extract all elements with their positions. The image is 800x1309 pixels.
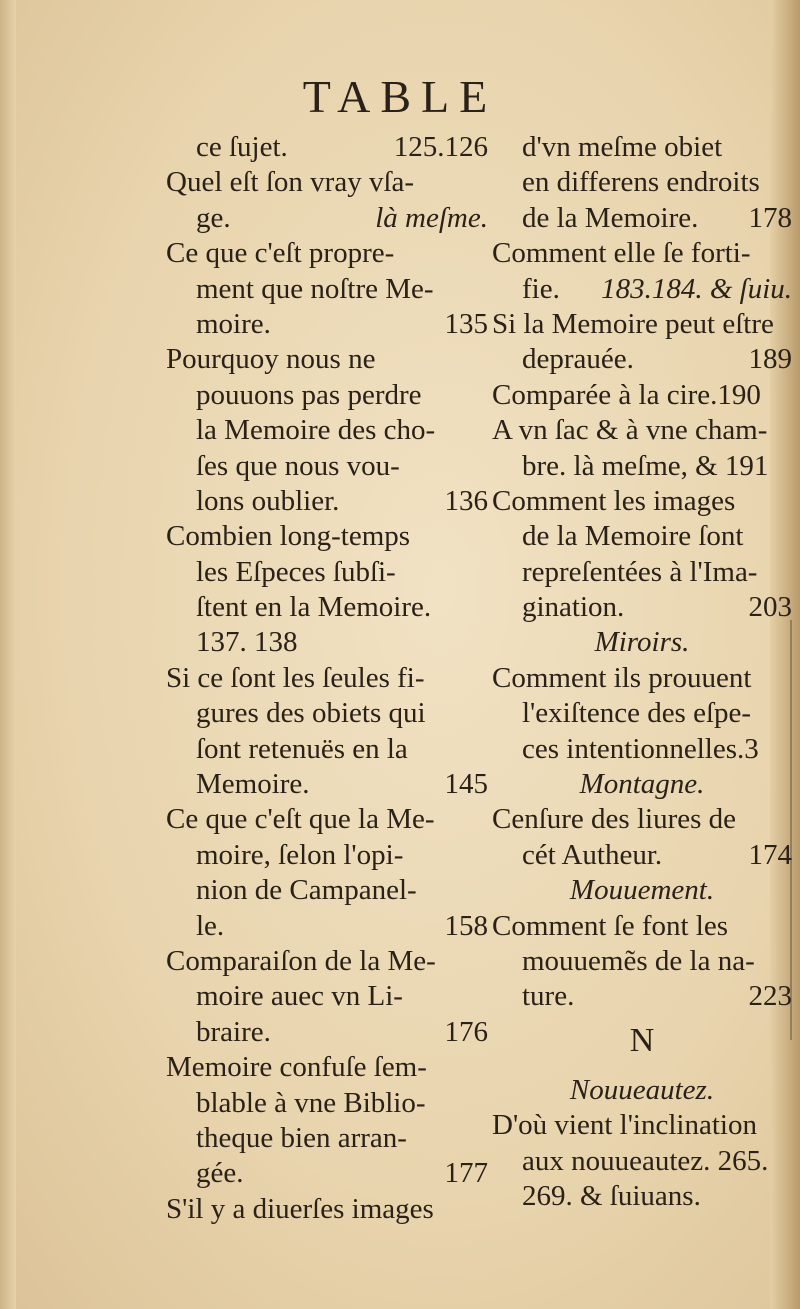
index-entry-text: bre. là meſme, & 191 [522, 449, 769, 482]
index-entry-line [492, 732, 792, 767]
index-entry-line [492, 802, 792, 837]
index-entry-line [166, 1121, 488, 1156]
index-entry-text: 137. 138 [196, 626, 298, 659]
index-page-number: là meſme. [375, 201, 488, 234]
index-entry-text: Memoire confuſe ſem- [166, 1051, 427, 1084]
index-entry-line [166, 1050, 488, 1085]
index-entry-text: Comparée à la cire.190 [492, 378, 761, 411]
index-entry-line [492, 378, 792, 413]
index-entry-line [166, 1086, 488, 1121]
index-page-number: 158 [444, 909, 488, 942]
index-entry-line [166, 661, 488, 696]
index-entry-line [492, 909, 792, 944]
index-entry-line [166, 944, 488, 979]
index-entry-line [492, 413, 792, 448]
index-entry-line [166, 272, 488, 307]
index-entry-text: nion de Campanel- [196, 874, 417, 907]
index-entry-line [166, 696, 488, 731]
index-entry-text: ſont retenuës en la [196, 732, 408, 765]
index-entry-text: A vn ſac & à vne cham- [492, 414, 768, 447]
index-entry-line [492, 449, 792, 484]
index-entry-text: blable à vne Biblio- [196, 1086, 426, 1119]
index-page-number: 183.184. & ſuiu. [601, 272, 792, 305]
index-entry-text: ture. [522, 980, 575, 1013]
index-letter-heading: N [629, 1021, 655, 1059]
index-entry-line [166, 590, 488, 625]
index-entry-text: gures des obiets qui [196, 697, 426, 730]
index-entry-text: 269. & ſuiuans. [522, 1179, 701, 1212]
index-entry-line [492, 590, 792, 625]
index-entry-text: Ce que c'eſt propre- [166, 237, 395, 270]
index-entry-line [166, 1192, 488, 1227]
index-entry-text: Cenſure des liures de [492, 803, 737, 836]
index-entry-text: la Memoire des cho- [196, 414, 436, 447]
index-page-number: 223 [748, 980, 792, 1013]
index-entry-text: fie. [522, 272, 560, 305]
index-entry-text: de la Memoire ſont [522, 520, 744, 553]
index-entry-line [166, 236, 488, 271]
index-entry-text: Ce que c'eſt que la Me- [166, 803, 435, 836]
index-entry-line [492, 519, 792, 554]
index-entry-line [166, 979, 488, 1014]
index-entry-text: Combien long-temps [166, 520, 411, 553]
index-entry-line [492, 130, 792, 165]
index-entry-text: Pourquoy nous ne [166, 343, 376, 376]
index-entry-text: ment que noſtre Me- [196, 272, 434, 305]
index-entry-line [492, 307, 792, 342]
index-entry-text: Quel eſt ſon vray vſa- [166, 166, 415, 199]
index-entry-line [492, 484, 792, 519]
index-page-number: 174 [748, 838, 792, 871]
index-entry-text: moire, ſelon l'opi- [196, 838, 404, 871]
index-entry-text: lons oublier. [196, 484, 340, 517]
index-entry-line [492, 236, 792, 271]
index-entry-text: Comparaiſon de la Me- [166, 944, 436, 977]
index-section-heading: Montagne. [579, 768, 705, 801]
index-column-right [492, 130, 792, 1214]
index-page-number: 125.126 [393, 131, 488, 163]
index-entry-text: Si la Memoire peut eſtre [492, 307, 774, 340]
index-page-number: 177 [444, 1157, 488, 1190]
index-entry-text: D'où vient l'inclination [492, 1109, 757, 1142]
index-entry-text: braire. [196, 1015, 271, 1048]
index-entry-line [492, 979, 792, 1014]
index-entry-line [166, 413, 488, 448]
index-entry-line [492, 272, 792, 307]
index-page-number: 176 [444, 1015, 488, 1048]
index-section-heading: Miroirs. [594, 626, 690, 659]
index-entry-line [166, 732, 488, 767]
index-column-left [166, 130, 488, 1227]
index-entry-text: deprauée. [522, 343, 634, 376]
index-entry-line [166, 625, 488, 660]
index-entry-text: Comment elle ſe forti- [492, 237, 751, 270]
index-page-number: 178 [748, 201, 792, 234]
index-entry-line [166, 767, 488, 802]
index-entry-text: Comment ſe font les [492, 909, 728, 942]
index-entry-text: pouuons pas perdre [196, 378, 422, 411]
index-entry-line [492, 165, 792, 200]
index-entry-line [166, 484, 488, 519]
index-entry-text: ſtent en la Memoire. [196, 591, 432, 624]
index-entry-text: gination. [522, 591, 625, 624]
index-page-number: 145 [444, 768, 488, 801]
index-entry-text: Comment les images [492, 484, 736, 517]
index-entry-text: l'exiſtence des eſpe- [522, 697, 752, 730]
index-entry-line [166, 909, 488, 944]
index-entry-text: ces intentionnelles.3 [522, 732, 759, 765]
page-title: TABLE [302, 71, 498, 122]
index-entry-text: Memoire. [196, 768, 310, 801]
index-entry-text: les Eſpeces ſubſi- [196, 555, 396, 588]
index-entry-text: gée. [196, 1157, 244, 1190]
index-entry-line [166, 201, 488, 236]
index-entry-text: moire. [196, 307, 271, 340]
index-entry-line [492, 201, 792, 236]
index-entry-line [492, 342, 792, 377]
index-entry-text: repreſentées à l'Ima- [522, 555, 758, 588]
index-entry-text: ce ſujet. [196, 131, 288, 163]
index-entry-text: aux nouueautez. 265. [522, 1144, 769, 1177]
index-entry-text: de la Memoire. [522, 201, 699, 234]
index-entry-text: mouuemẽs de la na- [522, 944, 755, 977]
index-entry-text: en differens endroits [522, 166, 760, 199]
index-entry-text: S'il y a diuerſes images [166, 1192, 434, 1225]
index-section-heading: Nouueautez. [569, 1073, 715, 1106]
index-entry-line [166, 342, 488, 377]
index-entry-text: ge. [196, 201, 231, 234]
index-entry-line [492, 1179, 792, 1214]
index-page-number: 203 [748, 591, 792, 624]
index-page-number: 189 [748, 343, 792, 376]
index-entry-line [166, 307, 488, 342]
index-entry-line [492, 1144, 792, 1179]
index-entry-line [166, 1015, 488, 1050]
index-entry-text: cét Autheur. [522, 838, 663, 871]
index-entry-text: le. [196, 909, 225, 942]
index-page-number: 136 [444, 484, 488, 517]
index-entry-text: ſes que nous vou- [196, 449, 400, 482]
index-entry-line [166, 838, 488, 873]
index-entry-text: theque bien arran- [196, 1121, 407, 1154]
index-entry-line [166, 378, 488, 413]
index-entry-line [166, 130, 488, 165]
index-entry-line [492, 661, 792, 696]
index-entry-line [166, 519, 488, 554]
index-entry-text: Si ce ſont les ſeules fi- [166, 661, 425, 694]
index-entry-line [166, 873, 488, 908]
index-entry-line [166, 555, 488, 590]
index-entry-line [166, 1156, 488, 1191]
index-entry-line [166, 449, 488, 484]
index-entry-text: d'vn meſme obiet [522, 131, 723, 163]
index-entry-line [492, 696, 792, 731]
index-entry-line [166, 802, 488, 837]
index-entry-line [492, 838, 792, 873]
index-entry-line [492, 555, 792, 590]
index-entry-line [492, 944, 792, 979]
index-entry-line [166, 165, 488, 200]
page-left-edge [0, 0, 16, 1309]
index-entry-text: Comment ils prouuent [492, 661, 752, 694]
index-section-heading: Mouuement. [569, 874, 715, 907]
index-entry-text: moire auec vn Li- [196, 980, 403, 1013]
index-page-number: 135 [444, 307, 488, 340]
index-entry-line [492, 1108, 792, 1143]
